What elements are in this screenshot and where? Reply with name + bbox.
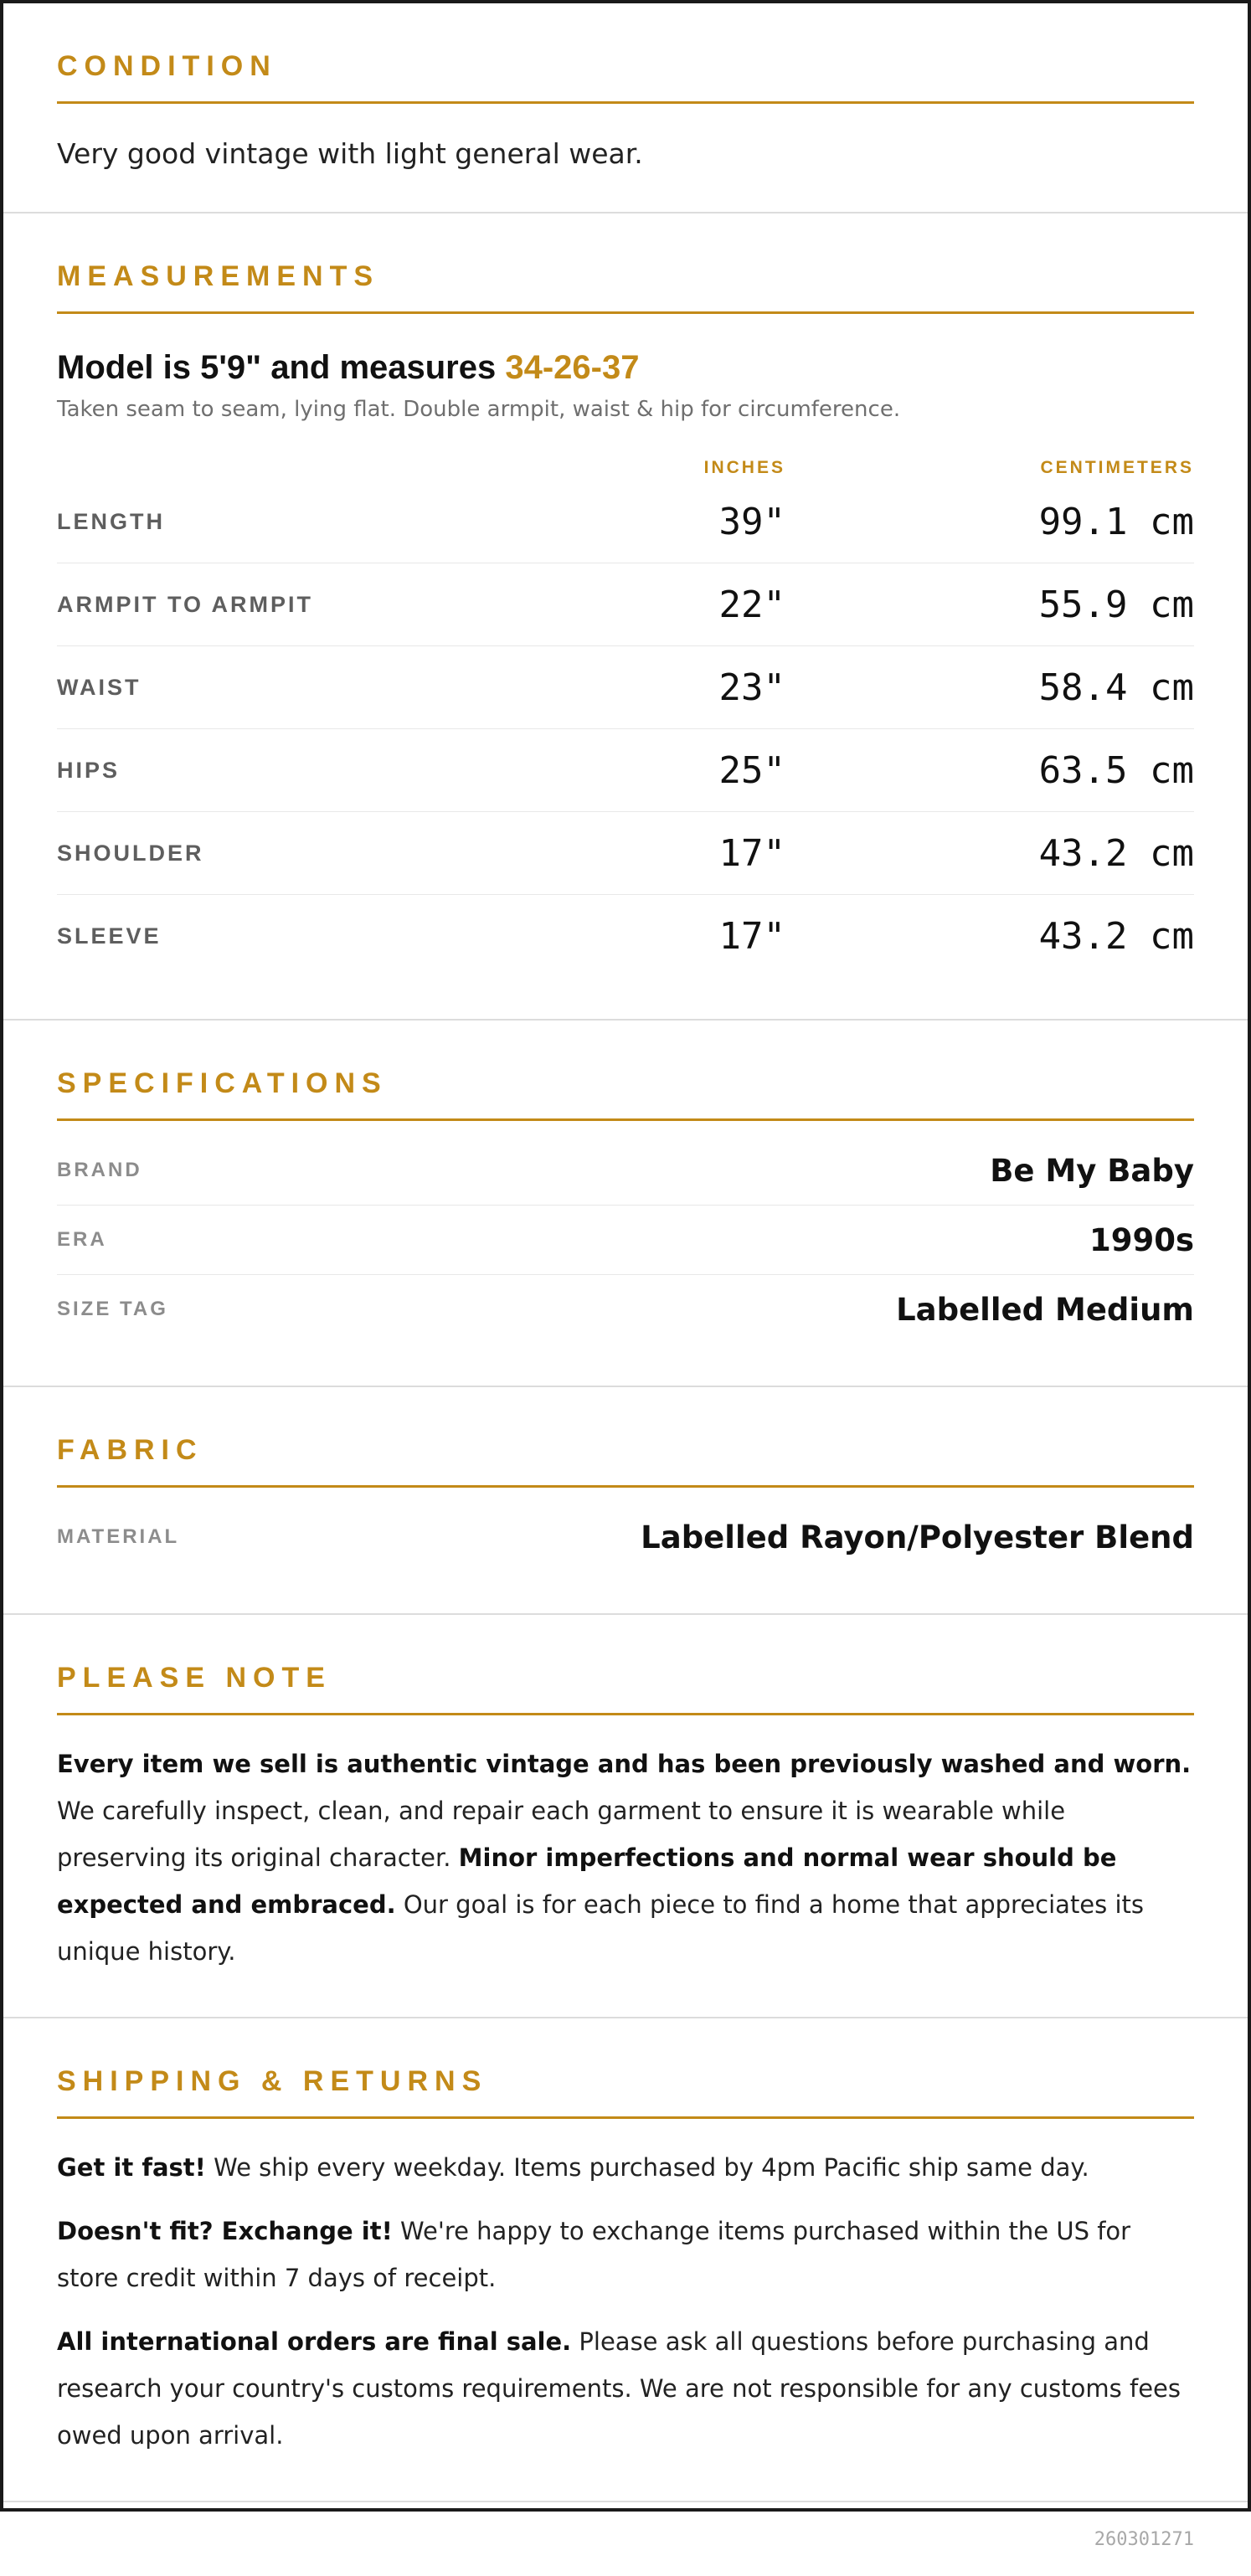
- fabric-list: [57, 1503, 1194, 1571]
- shipping-text-1: We ship every weekday. Items purchased by 4pm Pacific ship same day.: [205, 2153, 1089, 2182]
- measurement-inches: 25": [718, 748, 785, 792]
- spec-key: BRAND: [57, 1159, 142, 1181]
- measurement-inches: 17": [718, 831, 785, 875]
- measurement-cm: 55.9 cm: [1038, 583, 1194, 626]
- measurement-cm: 43.2 cm: [1038, 914, 1194, 958]
- measurements-subtitle: Taken seam to seam, lying flat. Double armpit, waist & hip for circumference.: [57, 397, 901, 422]
- measurement-row: [57, 895, 1194, 977]
- fabric-value: Labelled Rayon/Polyester Blend: [641, 1519, 1194, 1555]
- fabric-row-material: [57, 1503, 1194, 1571]
- measurement-row: [57, 481, 1194, 563]
- spec-row-brand: [57, 1136, 1194, 1206]
- fabric-heading: FABRIC: [57, 1434, 1194, 1488]
- specifications-heading: SPECIFICATIONS: [57, 1067, 1194, 1121]
- note-bold-1: Every item we sell is authentic vintage and has been previously washed and worn.: [57, 1750, 1192, 1778]
- measurement-cm: 43.2 cm: [1038, 831, 1194, 875]
- measurements-table-header: [57, 455, 1194, 481]
- shipping-paragraph-exchange: [57, 2208, 1194, 2301]
- spec-row-size-tag: [57, 1275, 1194, 1344]
- model-measure: 34-26-37: [505, 349, 640, 386]
- measurement-cm: 63.5 cm: [1038, 748, 1194, 792]
- shipping-bold-3: All international orders are final sale.: [57, 2327, 572, 2356]
- fabric-section: [3, 1387, 1248, 1615]
- measurement-inches: 39": [718, 500, 785, 543]
- measurements-section: [3, 213, 1248, 1021]
- measurement-label: SLEEVE: [57, 923, 162, 949]
- specifications-section: [3, 1021, 1248, 1387]
- measurements-table: [57, 481, 1194, 977]
- centimeters-column-header: CENTIMETERS: [1040, 458, 1194, 477]
- please-note-heading: PLEASE NOTE: [57, 1662, 1194, 1715]
- shipping-returns-heading: SHIPPING & RETURNS: [57, 2065, 1194, 2119]
- note-text-2: Our goal is for each piece to find a home that appreciates its unique history.: [57, 1890, 1145, 1966]
- measurement-row: [57, 729, 1194, 812]
- shipping-text-2: We're happy to exchange items purchased within the US for store credit within 7 days of receipt.: [57, 2217, 1131, 2292]
- spec-value: Labelled Medium: [896, 1291, 1194, 1328]
- inches-column-header: INCHES: [703, 458, 785, 477]
- spec-key: ERA: [57, 1228, 107, 1251]
- measurement-cm: 58.4 cm: [1038, 666, 1194, 709]
- model-prefix: Model is 5'9" and measures: [57, 349, 506, 386]
- specifications-list: [57, 1136, 1194, 1344]
- measurement-label: ARMPIT TO ARMPIT: [57, 591, 313, 617]
- measurement-label: HIPS: [57, 757, 121, 783]
- note-text-1: We carefully inspect, clean, and repair each garment to ensure it is wearable while preserving its original character.: [57, 1797, 1066, 1872]
- measurement-label: LENGTH: [57, 508, 165, 534]
- shipping-returns-section: [3, 2018, 1248, 2502]
- shipping-paragraph-fast: [57, 2144, 1194, 2191]
- spec-value: 1990s: [1089, 1221, 1194, 1258]
- spec-value: Be My Baby: [990, 1152, 1194, 1189]
- footer-item-code: 260301271: [1094, 2528, 1194, 2550]
- measurement-label: SHOULDER: [57, 840, 204, 866]
- measurement-inches: 22": [718, 583, 785, 626]
- measurement-row: [57, 563, 1194, 646]
- measurements-heading: MEASUREMENTS: [57, 260, 1194, 314]
- condition-section: [3, 3, 1248, 213]
- shipping-bold-2: Doesn't fit? Exchange it!: [57, 2217, 393, 2245]
- measurement-row: [57, 812, 1194, 895]
- measurement-inches: 23": [718, 666, 785, 709]
- condition-heading: CONDITION: [57, 50, 1194, 104]
- measurement-row: [57, 646, 1194, 729]
- fabric-key: MATERIAL: [57, 1525, 180, 1548]
- measurement-cm: 99.1 cm: [1038, 500, 1194, 543]
- spec-row-era: [57, 1206, 1194, 1275]
- please-note-text: [57, 1740, 1194, 1975]
- shipping-bold-1: Get it fast!: [57, 2153, 206, 2182]
- shipping-text-3: Please ask all questions before purchasing and research your country's customs requirements. We are not responsible for any customs fees owed upon arrival.: [57, 2327, 1181, 2450]
- note-bold-2: Minor imperfections and normal wear should be expected and embraced.: [57, 1843, 1117, 1919]
- measurement-label: WAIST: [57, 674, 142, 700]
- condition-text: Very good vintage with light general wear.: [57, 137, 643, 170]
- measurement-inches: 17": [718, 914, 785, 958]
- please-note-section: [3, 1615, 1248, 2018]
- shipping-paragraph-international: [57, 2318, 1194, 2459]
- spec-key: SIZE TAG: [57, 1298, 168, 1320]
- model-measurements-line: [57, 349, 1194, 387]
